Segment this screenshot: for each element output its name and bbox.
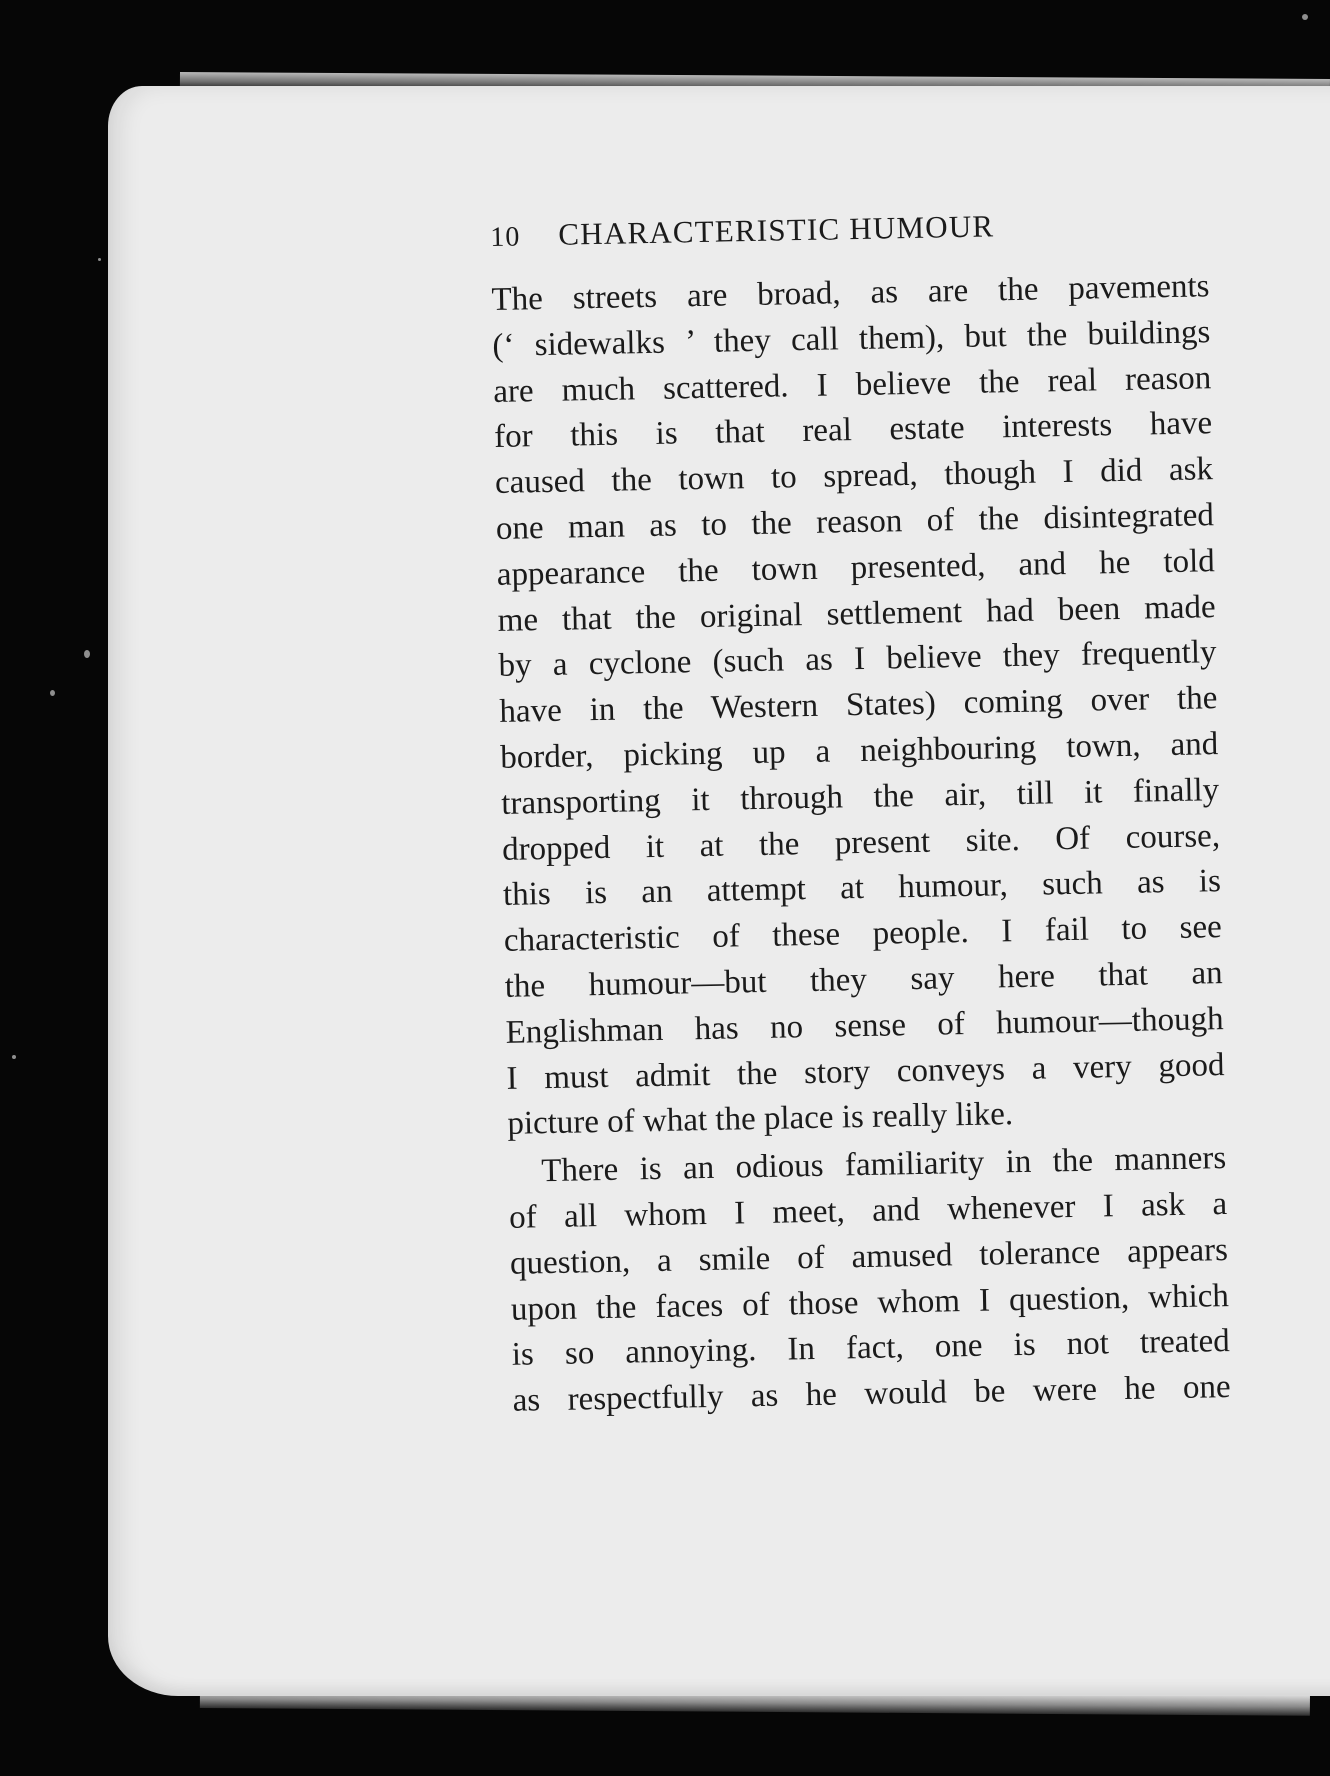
text-line: characteristic of these people. I fail to see <box>503 909 1223 960</box>
text-line: border, picking up a neighbouring town, and <box>500 726 1219 776</box>
text-line: upon the faces of those whom I question, which <box>510 1277 1230 1328</box>
text-line: for this is that real estate interests have <box>493 405 1213 456</box>
text-line: The streets are broad, as are the pavements <box>491 268 1210 318</box>
text-line: by a cyclone (such as I believe they frequently <box>498 634 1217 685</box>
text-line: as respectfully as he would be were he one <box>512 1369 1231 1419</box>
text-line: one man as to the reason of the disintegrated <box>495 497 1215 547</box>
text-line: question, a smile of amused tolerance appears <box>509 1231 1229 1282</box>
text-line: of all whom I meet, and whenever I ask a <box>508 1185 1228 1236</box>
text-line: caused the town to spread, though I did ask <box>494 451 1214 502</box>
text-line: Englishman has no sense of humour—though <box>505 1000 1224 1051</box>
paragraph-2 <box>508 1136 1231 1425</box>
text-line: There is an odious familiarity in the manners <box>540 1140 1227 1190</box>
dust-speck <box>50 690 55 696</box>
text-line: appearance the town presented, and he told <box>496 542 1216 593</box>
dust-speck <box>1302 14 1308 20</box>
page-number: 10 <box>490 221 521 253</box>
text-line: have in the Western States) coming over the <box>499 680 1218 731</box>
text-line: are much scattered. I believe the real reason <box>492 359 1212 410</box>
page-text <box>490 204 1231 1424</box>
text-line: picture of what the place is really like. <box>507 1096 1014 1143</box>
dust-speck <box>98 258 101 261</box>
text-line: (‘ sidewalks ’ they call them), but the buildings <box>492 313 1211 364</box>
dust-speck <box>12 1055 16 1059</box>
paragraph-1 <box>491 264 1226 1148</box>
text-line: I must admit the story conveys a very good <box>506 1046 1225 1097</box>
text-line: this is an attempt at humour, such as is <box>502 863 1222 914</box>
text-line: dropped it at the present site. Of course, <box>501 817 1221 868</box>
text-line: is so annoying. In fact, one is not treated <box>511 1323 1231 1374</box>
text-line: transporting it through the air, till it finally <box>500 771 1220 822</box>
text-line: the humour—but they say here that an <box>504 955 1223 1005</box>
dust-speck <box>84 650 90 658</box>
running-head-title: CHARACTERISTIC HUMOUR <box>557 208 995 252</box>
text-line: me that the original settlement had been made <box>497 588 1216 639</box>
